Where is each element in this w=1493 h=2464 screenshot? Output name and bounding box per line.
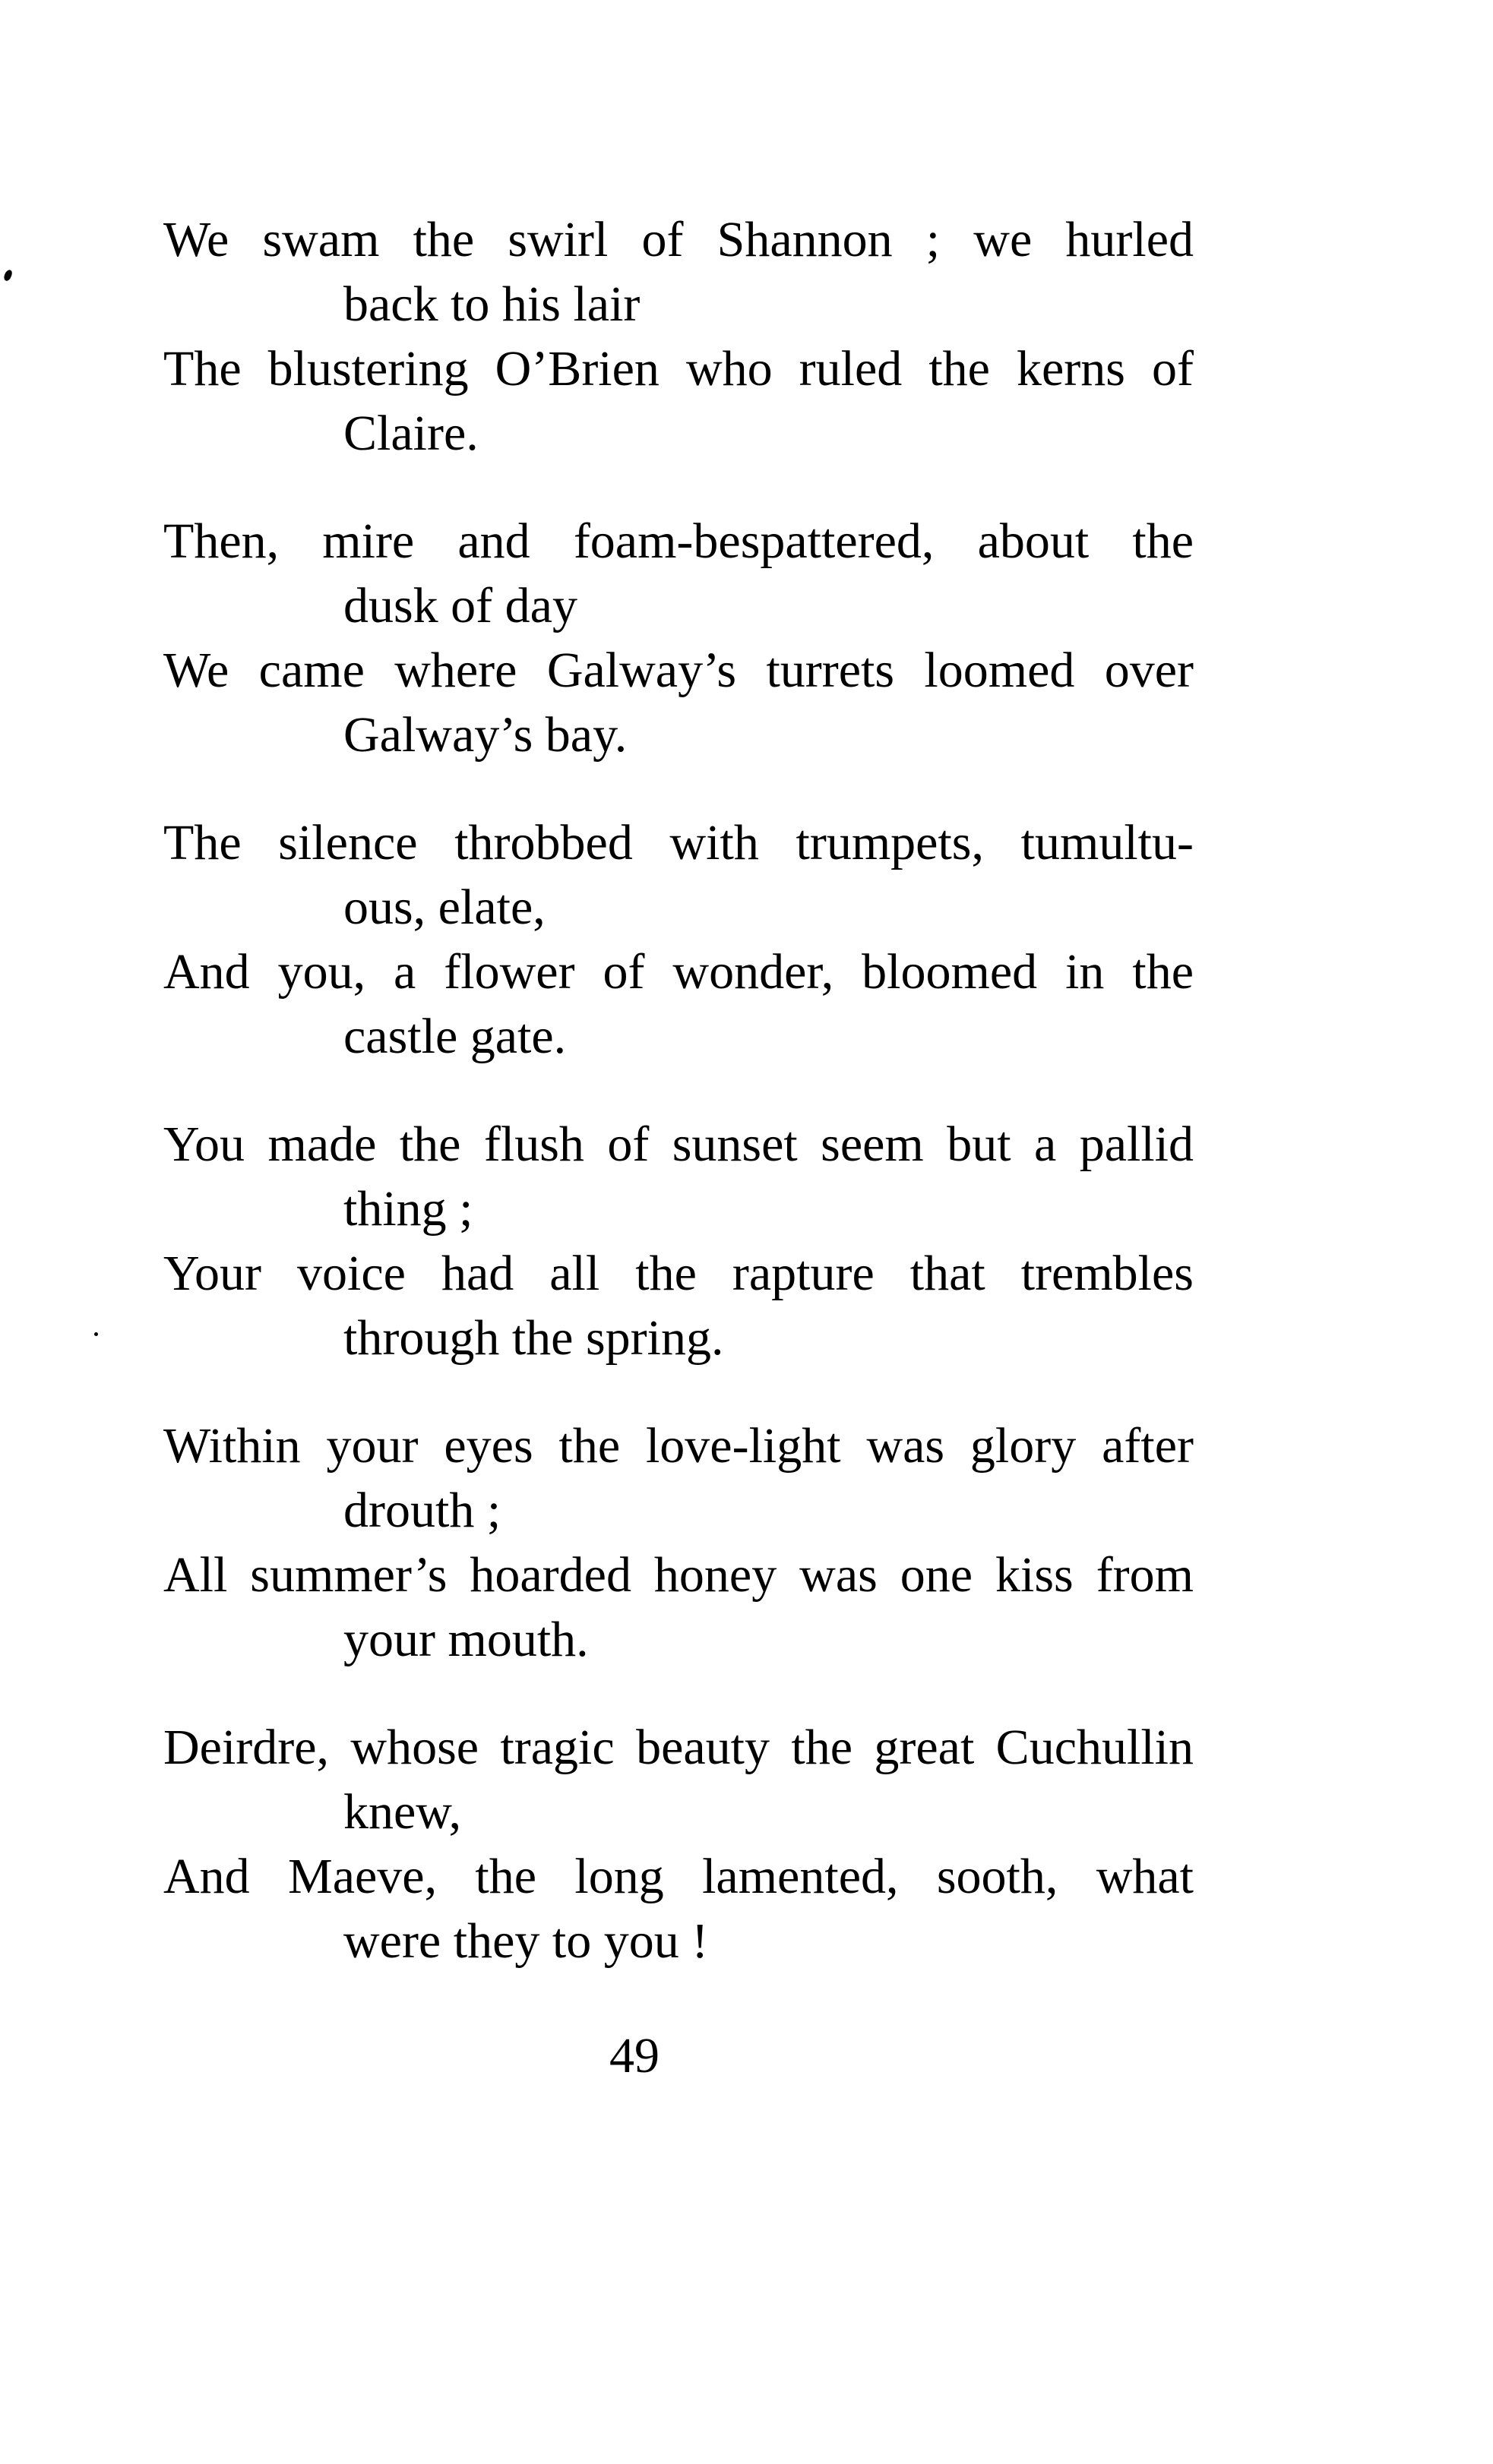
stanza-1 xyxy=(163,207,1194,466)
poem-line: your mouth. xyxy=(343,1612,589,1667)
poem-line: The blustering O’Brien who ruled the kerns of xyxy=(163,341,1194,396)
poem-line: ous, elate, xyxy=(343,880,546,935)
poem-line: The silence throbbed with trumpets, tumultu- xyxy=(163,815,1194,870)
stanza-3 xyxy=(163,810,1194,1069)
poem-line: castle gate. xyxy=(343,1009,567,1064)
page-number: 49 xyxy=(609,2028,660,2083)
stanza-6 xyxy=(163,1715,1194,1973)
scan-speck-icon xyxy=(94,1332,98,1336)
poem-line: And Maeve, the long lamented, sooth, what xyxy=(163,1849,1194,1904)
poem-line: knew, xyxy=(343,1784,462,1840)
poem-line: And you, a flower of wonder, bloomed in the xyxy=(163,944,1194,1000)
poem-line: Galway’s bay. xyxy=(343,707,628,763)
poem-line: Your voice had all the rapture that trembles xyxy=(163,1246,1194,1301)
stanza-4 xyxy=(163,1112,1194,1370)
poem-line: Within your eyes the love-light was glory after xyxy=(163,1418,1194,1474)
poem-line: drouth ; xyxy=(343,1483,501,1538)
poem-line: We came where Galway’s turrets loomed over xyxy=(163,643,1194,698)
poem-text-block xyxy=(163,207,1194,2017)
stanza-5 xyxy=(163,1414,1194,1672)
poem-line: Claire. xyxy=(343,406,479,461)
poem-line: dusk of day xyxy=(343,578,577,633)
poem-line: All summer’s hoarded honey was one kiss from xyxy=(163,1547,1194,1603)
poem-line: back to his lair xyxy=(343,276,641,332)
stanza-2 xyxy=(163,509,1194,767)
scan-speck-icon xyxy=(3,269,13,282)
poem-line: were they to you ! xyxy=(343,1913,709,1969)
poem-line: thing ; xyxy=(343,1181,473,1237)
poem-line: We swam the swirl of Shannon ; we hurled xyxy=(163,212,1194,267)
poem-line: You made the flush of sunset seem but a pallid xyxy=(163,1117,1194,1172)
poem-line: Deirdre, whose tragic beauty the great Cuchullin xyxy=(163,1720,1194,1775)
poem-line: Then, mire and foam-bespattered, about the xyxy=(163,513,1194,569)
poem-line: through the spring. xyxy=(343,1310,724,1366)
